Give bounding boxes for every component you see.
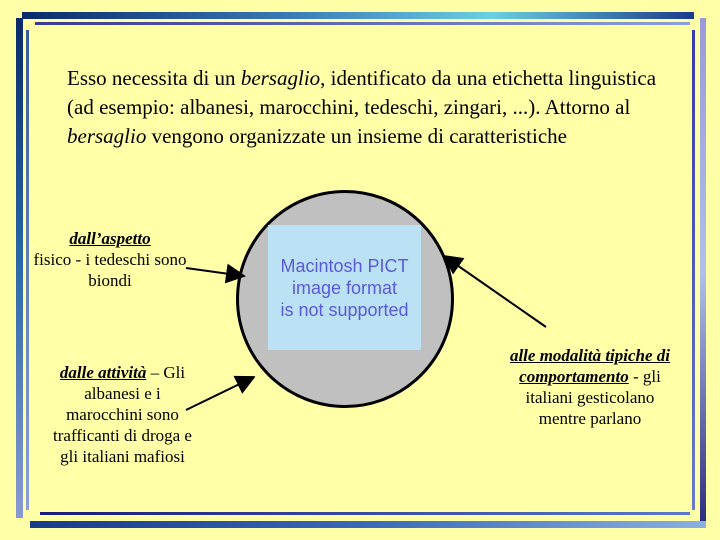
- pict-line-1: Macintosh PICT: [280, 255, 409, 276]
- pict-line-3: is not supported: [280, 299, 409, 320]
- label-attivita-text: – Gli albanesi e i marocchini sono trafficanti di droga e gli italiani mafiosi: [53, 363, 192, 466]
- label-modalita: [500, 345, 680, 429]
- label-aspetto: [30, 228, 190, 291]
- intro-text-3: vengono organizzate un insieme di caratteristiche: [146, 124, 567, 148]
- pict-line-2: image format: [291, 277, 398, 298]
- label-aspetto-text: fisico - i tedeschi sono biondi: [33, 250, 187, 290]
- label-aspetto-title: dall’aspetto: [69, 229, 151, 248]
- label-modalita-title: alle modalità tipiche di comportamento: [509, 346, 671, 386]
- arrow-aspetto: [186, 268, 244, 276]
- arrow-modalita: [444, 256, 546, 327]
- intro-emphasis-1: bersaglio: [240, 66, 321, 90]
- arrow-attivita: [186, 377, 254, 410]
- label-attivita: [50, 362, 195, 467]
- label-attivita-title: dalle attività: [59, 363, 147, 382]
- intro-text-2: , identificato da una etichetta linguistica (ad esempio: albanesi, marocchini, tedeschi, zingari, ...). Attorno al: [67, 66, 657, 119]
- intro-emphasis-2: bersaglio: [67, 124, 147, 148]
- intro-text-1: Esso necessita di un: [67, 66, 241, 90]
- label-modalita-text: - gli italiani gesticolano mentre parlano: [525, 367, 661, 428]
